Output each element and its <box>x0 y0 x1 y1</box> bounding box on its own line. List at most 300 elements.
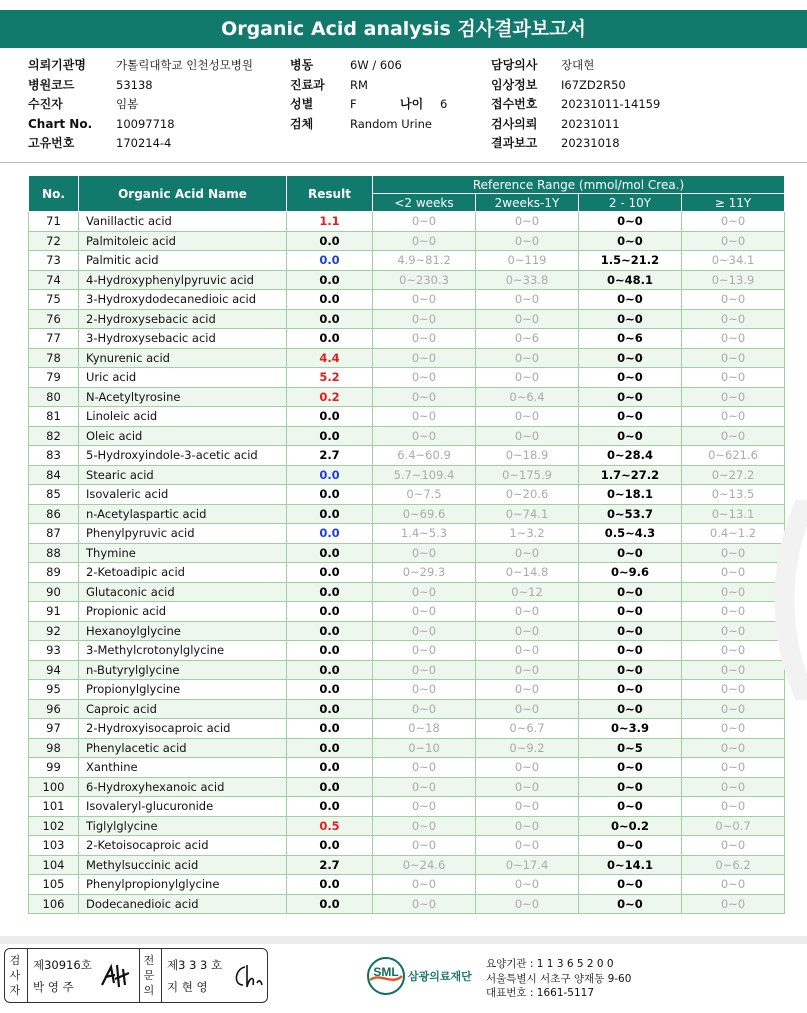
info-value: 53138 <box>116 77 153 92</box>
reference-range: 0~0 <box>476 602 579 622</box>
organic-acid-name: Palmitoleic acid <box>79 231 287 251</box>
info-value: 6W / 606 <box>350 58 402 72</box>
table-row <box>29 894 785 914</box>
reference-range: 0~14.8 <box>476 563 579 583</box>
info-row <box>491 134 620 154</box>
organic-acid-name: 2-Hydroxyisocaproic acid <box>79 719 287 739</box>
result-value: 0.0 <box>287 563 373 583</box>
result-value: 0.0 <box>287 758 373 778</box>
info-value: Random Urine <box>350 116 432 131</box>
row-number: 96 <box>29 699 79 719</box>
patient-info <box>0 56 807 156</box>
table-row <box>29 563 785 583</box>
reference-range: 0~0 <box>682 231 785 251</box>
reference-range: 0~0 <box>373 329 476 349</box>
reference-range: 0~0 <box>682 777 785 797</box>
reference-range: 0~0 <box>373 368 476 388</box>
result-value: 0.0 <box>287 797 373 817</box>
info-label: 병원코드 <box>28 77 75 92</box>
info-value: 170214-4 <box>116 136 172 150</box>
reference-range: 1.5~21.2 <box>579 251 682 271</box>
row-number: 94 <box>29 660 79 680</box>
signature-box <box>4 948 268 1003</box>
reference-range: 0~14.1 <box>579 855 682 875</box>
reference-range: 0~0 <box>682 738 785 758</box>
table-row <box>29 504 785 524</box>
result-value: 0.0 <box>287 485 373 505</box>
reference-range: 0~0 <box>476 699 579 719</box>
reference-range: 0~0 <box>373 641 476 661</box>
reference-range: 0~69.6 <box>373 504 476 524</box>
reference-range: 0~6.7 <box>476 719 579 739</box>
table-row <box>29 836 785 856</box>
reference-range: 0~3.9 <box>579 719 682 739</box>
organic-acid-name: 4-Hydroxyphenylpyruvic acid <box>79 270 287 290</box>
row-number: 81 <box>29 407 79 427</box>
reference-range: 0~34.1 <box>682 251 785 271</box>
reference-range: 0~20.6 <box>476 485 579 505</box>
info-value: F <box>350 97 357 111</box>
organic-acid-name: Phenylpropionylglycine <box>79 875 287 895</box>
table-row <box>29 290 785 310</box>
info-value: 20231011-14159 <box>561 97 661 111</box>
reference-range: 0~0 <box>476 816 579 836</box>
header-name: Organic Acid Name <box>79 176 287 212</box>
reference-range: 0.5~4.3 <box>579 524 682 544</box>
divider <box>139 949 140 1002</box>
info-label: 성별 <box>290 97 314 111</box>
row-number: 99 <box>29 758 79 778</box>
result-value: 0.0 <box>287 465 373 485</box>
specialist-signature-icon <box>231 961 265 991</box>
row-number: 101 <box>29 797 79 817</box>
reference-range: 0~0 <box>579 894 682 914</box>
reference-range: 0~0 <box>579 602 682 622</box>
row-number: 98 <box>29 738 79 758</box>
reference-range: 0~0 <box>476 543 579 563</box>
reference-range: 0~0 <box>373 894 476 914</box>
reference-range: 0~0 <box>682 797 785 817</box>
reference-range: 0~0 <box>373 758 476 778</box>
table-row <box>29 777 785 797</box>
reference-range: 0~0 <box>373 407 476 427</box>
reference-range: 0~6.4 <box>476 387 579 407</box>
org-address-block <box>486 957 631 1001</box>
reference-range: 0~48.1 <box>579 270 682 290</box>
row-number: 76 <box>29 309 79 329</box>
reference-range: 0~0 <box>373 348 476 368</box>
info-label: 접수번호 <box>491 97 538 111</box>
table-row <box>29 621 785 641</box>
reference-range: 1.7~27.2 <box>579 465 682 485</box>
row-number: 89 <box>29 563 79 583</box>
reference-range: 0~29.3 <box>373 563 476 583</box>
header-range-1: 2weeks-1Y <box>476 194 579 212</box>
reference-range: 0~0 <box>579 348 682 368</box>
table-row <box>29 446 785 466</box>
info-row <box>290 95 448 115</box>
row-number: 95 <box>29 680 79 700</box>
reference-range: 0~53.7 <box>579 504 682 524</box>
specialist-license: 제3 3 3 호 <box>167 958 223 972</box>
reference-range: 5.7~109.4 <box>373 465 476 485</box>
reference-range: 0~0 <box>682 426 785 446</box>
table-row <box>29 270 785 290</box>
reference-range: 6.4~60.9 <box>373 446 476 466</box>
organic-acid-name: Phenylacetic acid <box>79 738 287 758</box>
table-row <box>29 582 785 602</box>
result-value: 0.0 <box>287 680 373 700</box>
organic-acid-name: Linoleic acid <box>79 407 287 427</box>
reference-range: 0~0 <box>579 582 682 602</box>
reference-range: 0~0 <box>373 797 476 817</box>
row-number: 93 <box>29 641 79 661</box>
row-number: 102 <box>29 816 79 836</box>
examiner-name: 박 영 주 <box>33 980 74 994</box>
organic-acid-name: Palmitic acid <box>79 251 287 271</box>
organic-acid-name: Isovaleryl-glucuronide <box>79 797 287 817</box>
table-row <box>29 738 785 758</box>
row-number: 91 <box>29 602 79 622</box>
info-row <box>28 134 172 154</box>
header-range-0: <2 weeks <box>373 194 476 212</box>
reference-range: 0~0 <box>579 368 682 388</box>
organic-acid-name: 2-Hydroxysebacic acid <box>79 309 287 329</box>
reference-range: 0~13.1 <box>682 504 785 524</box>
reference-range: 0~74.1 <box>476 504 579 524</box>
row-number: 92 <box>29 621 79 641</box>
reference-range: 0~0 <box>476 836 579 856</box>
decorative-watermark <box>767 500 807 700</box>
table-row <box>29 407 785 427</box>
row-number: 77 <box>29 329 79 349</box>
row-number: 75 <box>29 290 79 310</box>
reference-range: 0~7.5 <box>373 485 476 505</box>
row-number: 79 <box>29 368 79 388</box>
organic-acid-name: Uric acid <box>79 368 287 388</box>
reference-range: 0~0 <box>579 387 682 407</box>
row-number: 71 <box>29 212 79 232</box>
reference-range: 0~0 <box>476 290 579 310</box>
info-label: 수진자 <box>28 97 63 111</box>
row-number: 104 <box>29 855 79 875</box>
organic-acid-name: Phenylpyruvic acid <box>79 524 287 544</box>
reference-range: 0~0 <box>579 680 682 700</box>
table-row <box>29 426 785 446</box>
info-value: 20231011 <box>561 116 620 131</box>
row-number: 87 <box>29 524 79 544</box>
result-value: 0.0 <box>287 894 373 914</box>
info-label: Chart No. <box>28 116 93 131</box>
reference-range: 0~0 <box>373 777 476 797</box>
reference-range: 0~0 <box>579 699 682 719</box>
result-value: 0.0 <box>287 270 373 290</box>
result-value: 0.0 <box>287 836 373 856</box>
reference-range: 0~18.9 <box>476 446 579 466</box>
reference-range: 0~13.5 <box>682 485 785 505</box>
reference-range: 0~0 <box>579 875 682 895</box>
org-name: 삼광의료재단 <box>408 970 472 983</box>
table-row <box>29 602 785 622</box>
row-number: 105 <box>29 875 79 895</box>
table-row <box>29 309 785 329</box>
row-number: 80 <box>29 387 79 407</box>
reference-range: 0~0 <box>579 641 682 661</box>
result-value: 2.7 <box>287 446 373 466</box>
reference-range: 0~0 <box>373 875 476 895</box>
reference-range: 0~27.2 <box>682 465 785 485</box>
row-number: 82 <box>29 426 79 446</box>
reference-range: 0~0 <box>373 543 476 563</box>
reference-range: 0~0 <box>476 309 579 329</box>
reference-range: 0~0 <box>579 777 682 797</box>
reference-range: 0~0 <box>579 309 682 329</box>
result-value: 0.0 <box>287 543 373 563</box>
result-value: 0.0 <box>287 582 373 602</box>
reference-range: 0~0 <box>682 602 785 622</box>
reference-range: 0~0 <box>476 621 579 641</box>
reference-range: 0~0 <box>373 290 476 310</box>
row-number: 78 <box>29 348 79 368</box>
reference-range: 0~18 <box>373 719 476 739</box>
reference-range: 0~0 <box>682 543 785 563</box>
info-label: 검체 <box>290 116 314 131</box>
table-row <box>29 680 785 700</box>
info-value: 임봄 <box>116 97 139 111</box>
reference-range: 0~0 <box>476 212 579 232</box>
divider-top <box>0 162 807 163</box>
result-value: 0.0 <box>287 621 373 641</box>
table-row <box>29 465 785 485</box>
results-table-wrapper <box>28 175 784 914</box>
reference-range: 0~0 <box>682 329 785 349</box>
reference-range: 0~0 <box>579 621 682 641</box>
reference-range: 0.4~1.2 <box>682 524 785 544</box>
reference-range: 0~5 <box>579 738 682 758</box>
examiner-signature-icon <box>99 961 133 991</box>
table-row <box>29 348 785 368</box>
info-value: 10097718 <box>116 116 175 131</box>
sml-logo-icon <box>366 956 406 996</box>
reference-range: 0~0 <box>682 758 785 778</box>
table-row <box>29 816 785 836</box>
table-row <box>29 855 785 875</box>
reference-range: 0~0 <box>373 602 476 622</box>
row-number: 97 <box>29 719 79 739</box>
reference-range: 0~0 <box>476 368 579 388</box>
row-number: 83 <box>29 446 79 466</box>
info-label: 고유번호 <box>28 136 75 150</box>
row-number: 73 <box>29 251 79 271</box>
reference-range: 0~13.9 <box>682 270 785 290</box>
info-label: 검사의뢰 <box>491 116 538 131</box>
reference-range: 0~0 <box>373 231 476 251</box>
reference-range: 0~0 <box>373 426 476 446</box>
reference-range: 4.9~81.2 <box>373 251 476 271</box>
age-label: 나이 <box>400 97 424 111</box>
table-row <box>29 212 785 232</box>
reference-range: 0~0 <box>373 621 476 641</box>
info-value: I67ZD2R50 <box>561 77 626 92</box>
result-value: 0.0 <box>287 309 373 329</box>
reference-range: 0~10 <box>373 738 476 758</box>
result-value: 0.0 <box>287 660 373 680</box>
table-row <box>29 524 785 544</box>
reference-range: 0~0 <box>373 680 476 700</box>
table-row <box>29 719 785 739</box>
result-value: 0.0 <box>287 290 373 310</box>
organic-acid-name: Dodecanedioic acid <box>79 894 287 914</box>
table-row <box>29 387 785 407</box>
info-row <box>491 56 595 76</box>
reference-range: 0~0.7 <box>682 816 785 836</box>
info-value: 가톨릭대학교 인천성모병원 <box>116 58 253 72</box>
table-row <box>29 758 785 778</box>
organic-acid-name: n-Acetylaspartic acid <box>79 504 287 524</box>
reference-range: 0~0 <box>373 387 476 407</box>
reference-range: 0~0 <box>682 309 785 329</box>
result-value: 0.0 <box>287 602 373 622</box>
row-number: 100 <box>29 777 79 797</box>
row-number: 72 <box>29 231 79 251</box>
organic-acid-name: Hexanoylglycine <box>79 621 287 641</box>
organic-acid-name: 2-Ketoadipic acid <box>79 563 287 583</box>
organic-acid-name: Isovaleric acid <box>79 485 287 505</box>
info-column-1 <box>28 56 253 154</box>
organic-acid-name: 3-Methylcrotonylglycine <box>79 641 287 661</box>
row-number: 85 <box>29 485 79 505</box>
reference-range: 0~0 <box>476 231 579 251</box>
info-value: 20231018 <box>561 136 620 150</box>
reference-range: 0~0 <box>373 816 476 836</box>
table-row <box>29 485 785 505</box>
info-value: RM <box>350 77 368 92</box>
info-row <box>491 115 620 135</box>
age-value: 6 <box>440 97 448 111</box>
reference-range: 0~17.4 <box>476 855 579 875</box>
table-row <box>29 543 785 563</box>
reference-range: 0~6.2 <box>682 855 785 875</box>
organic-acid-name: Vanillactic acid <box>79 212 287 232</box>
reference-range: 0~28.4 <box>579 446 682 466</box>
row-number: 106 <box>29 894 79 914</box>
divider-bottom <box>0 936 807 944</box>
reference-range: 0~0 <box>682 680 785 700</box>
organic-acid-name: 2-Ketoisocaproic acid <box>79 836 287 856</box>
info-value: 장대현 <box>561 58 595 72</box>
header-result: Result <box>287 176 373 212</box>
info-label: 진료과 <box>290 77 325 92</box>
reference-range: 1~3.2 <box>476 524 579 544</box>
info-row <box>290 115 432 135</box>
result-value: 2.7 <box>287 855 373 875</box>
reference-range: 0~0.2 <box>579 816 682 836</box>
info-column-2 <box>290 56 448 134</box>
info-label: 임상정보 <box>491 77 538 92</box>
reference-range: 0~0 <box>476 875 579 895</box>
reference-range: 0~0 <box>476 680 579 700</box>
reference-range: 0~33.8 <box>476 270 579 290</box>
result-value: 0.0 <box>287 777 373 797</box>
table-row <box>29 641 785 661</box>
reference-range: 0~0 <box>476 758 579 778</box>
organic-acid-name: 3-Hydroxydodecanedioic acid <box>79 290 287 310</box>
reference-range: 0~6 <box>579 329 682 349</box>
result-value: 0.0 <box>287 504 373 524</box>
organic-acid-name: Xanthine <box>79 758 287 778</box>
reference-range: 0~0 <box>682 660 785 680</box>
table-row <box>29 660 785 680</box>
reference-range: 0~0 <box>682 719 785 739</box>
reference-range: 0~0 <box>476 797 579 817</box>
org-code: 요양기관 : 1 1 3 6 5 2 0 0 <box>486 958 614 970</box>
organic-acid-name: Propionylglycine <box>79 680 287 700</box>
row-number: 90 <box>29 582 79 602</box>
reference-range: 0~0 <box>579 836 682 856</box>
reference-range: 0~0 <box>579 290 682 310</box>
result-value: 0.0 <box>287 231 373 251</box>
organic-acid-name: n-Butyrylglycine <box>79 660 287 680</box>
reference-range: 1.4~5.3 <box>373 524 476 544</box>
reference-range: 0~0 <box>476 777 579 797</box>
reference-range: 0~0 <box>579 426 682 446</box>
reference-range: 0~0 <box>682 621 785 641</box>
reference-range: 0~0 <box>682 348 785 368</box>
reference-range: 0~0 <box>682 699 785 719</box>
result-value: 0.0 <box>287 329 373 349</box>
info-label: 담당의사 <box>491 58 538 72</box>
sml-logo-text: SML <box>373 965 399 979</box>
reference-range: 0~0 <box>579 231 682 251</box>
info-label: 병동 <box>290 58 314 72</box>
organic-acid-name: 6-Hydroxyhexanoic acid <box>79 777 287 797</box>
reference-range: 0~12 <box>476 582 579 602</box>
row-number: 86 <box>29 504 79 524</box>
divider <box>161 949 162 1002</box>
reference-range: 0~0 <box>476 348 579 368</box>
row-number: 74 <box>29 270 79 290</box>
result-value: 4.4 <box>287 348 373 368</box>
organic-acid-name: Oleic acid <box>79 426 287 446</box>
reference-range: 0~0 <box>579 212 682 232</box>
specialist-name: 지 현 영 <box>167 980 208 994</box>
reference-range: 0~0 <box>476 894 579 914</box>
reference-range: 0~230.3 <box>373 270 476 290</box>
result-value: 0.5 <box>287 816 373 836</box>
reference-range: 0~0 <box>373 212 476 232</box>
reference-range: 0~0 <box>682 894 785 914</box>
reference-range: 0~0 <box>682 836 785 856</box>
divider <box>27 949 28 1002</box>
organic-acid-name: Propionic acid <box>79 602 287 622</box>
row-number: 84 <box>29 465 79 485</box>
organic-acid-name: Kynurenic acid <box>79 348 287 368</box>
reference-range: 0~0 <box>682 582 785 602</box>
results-table <box>28 175 785 914</box>
org-address: 서울특별시 서초구 양재동 9-60 <box>486 972 632 985</box>
reference-range: 0~9.6 <box>579 563 682 583</box>
result-value: 0.0 <box>287 524 373 544</box>
reference-range: 0~0 <box>579 543 682 563</box>
table-row <box>29 797 785 817</box>
reference-range: 0~621.6 <box>682 446 785 466</box>
table-row <box>29 368 785 388</box>
reference-range: 0~0 <box>682 387 785 407</box>
result-value: 0.0 <box>287 251 373 271</box>
organic-acid-name: 3-Hydroxysebacic acid <box>79 329 287 349</box>
info-row <box>28 115 175 135</box>
reference-range: 0~9.2 <box>476 738 579 758</box>
